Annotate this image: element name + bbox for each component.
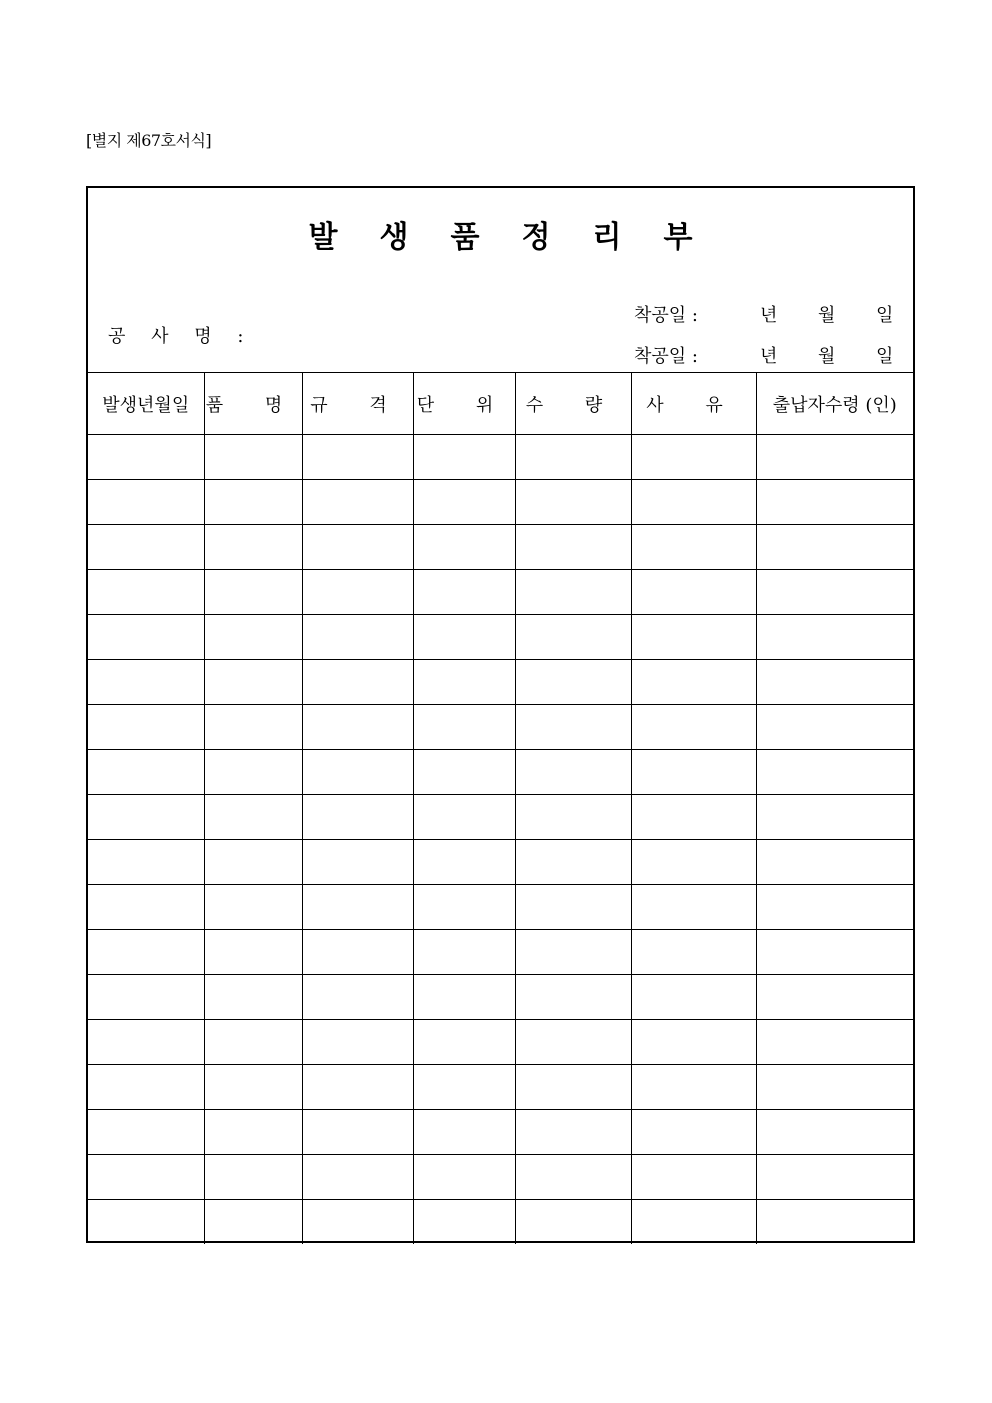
column-header-item-name: 품 명 xyxy=(204,373,302,435)
table-cell[interactable] xyxy=(515,1155,631,1200)
table-cell[interactable] xyxy=(204,840,302,885)
table-cell[interactable] xyxy=(413,750,515,795)
table-cell[interactable] xyxy=(756,1065,913,1110)
table-cell[interactable] xyxy=(631,1200,756,1245)
table-row xyxy=(88,1020,913,1065)
table-cell[interactable] xyxy=(204,1020,302,1065)
table-row xyxy=(88,750,913,795)
table-cell[interactable] xyxy=(413,975,515,1020)
table-cell[interactable] xyxy=(204,1200,302,1245)
table-cell[interactable] xyxy=(413,480,515,525)
table-cell[interactable] xyxy=(204,885,302,930)
table-cell[interactable] xyxy=(413,1065,515,1110)
day-label: 일 xyxy=(876,346,894,367)
table-cell[interactable] xyxy=(204,1110,302,1155)
table-row xyxy=(88,705,913,750)
day-label: 일 xyxy=(876,305,894,326)
table-cell[interactable] xyxy=(302,1020,413,1065)
table-cell[interactable] xyxy=(88,480,204,525)
table-cell[interactable] xyxy=(413,795,515,840)
table-cell[interactable] xyxy=(631,975,756,1020)
table-cell[interactable] xyxy=(413,1110,515,1155)
table-cell[interactable] xyxy=(631,480,756,525)
start-date-row-1 xyxy=(634,301,893,327)
form-header xyxy=(88,188,913,372)
table-cell[interactable] xyxy=(302,750,413,795)
table-cell[interactable] xyxy=(756,435,913,480)
table-row xyxy=(88,930,913,975)
year-label: 년 xyxy=(760,305,778,326)
table-cell[interactable] xyxy=(204,795,302,840)
table-cell[interactable] xyxy=(88,525,204,570)
table-cell[interactable] xyxy=(204,1155,302,1200)
start-date-label: 착공일 : xyxy=(634,305,698,326)
table-cell[interactable] xyxy=(515,1065,631,1110)
table-cell[interactable] xyxy=(88,435,204,480)
table-cell[interactable] xyxy=(204,660,302,705)
table-cell[interactable] xyxy=(204,480,302,525)
table-row xyxy=(88,795,913,840)
table-row xyxy=(88,885,913,930)
table-cell[interactable] xyxy=(88,750,204,795)
table-cell[interactable] xyxy=(756,1110,913,1155)
table-cell[interactable] xyxy=(631,435,756,480)
table-cell[interactable] xyxy=(413,435,515,480)
column-header-spec: 규 격 xyxy=(302,373,413,435)
table-cell[interactable] xyxy=(204,1065,302,1110)
table-cell[interactable] xyxy=(631,1020,756,1065)
table-cell[interactable] xyxy=(302,795,413,840)
table-cell[interactable] xyxy=(515,435,631,480)
table-cell[interactable] xyxy=(756,1020,913,1065)
table-cell[interactable] xyxy=(413,1200,515,1245)
table-cell[interactable] xyxy=(631,930,756,975)
table-cell[interactable] xyxy=(302,480,413,525)
table-cell[interactable] xyxy=(302,435,413,480)
table-cell[interactable] xyxy=(515,885,631,930)
table-cell[interactable] xyxy=(204,615,302,660)
table-cell[interactable] xyxy=(302,1110,413,1155)
table-header-row xyxy=(88,373,913,435)
table-row xyxy=(88,480,913,525)
column-header-quantity: 수 량 xyxy=(515,373,631,435)
table-cell[interactable] xyxy=(756,840,913,885)
table-cell[interactable] xyxy=(413,660,515,705)
table-cell[interactable] xyxy=(515,660,631,705)
table-cell[interactable] xyxy=(631,525,756,570)
document-title: 발생품정리부 xyxy=(308,220,735,255)
table-cell[interactable] xyxy=(756,795,913,840)
table-cell[interactable] xyxy=(515,615,631,660)
table-cell[interactable] xyxy=(756,1155,913,1200)
table-cell[interactable] xyxy=(413,930,515,975)
form-box xyxy=(86,186,915,1243)
table-cell[interactable] xyxy=(756,525,913,570)
table-cell[interactable] xyxy=(756,480,913,525)
table-cell[interactable] xyxy=(88,1110,204,1155)
table-cell[interactable] xyxy=(756,1200,913,1245)
form-reference: [별지 제67호서식] xyxy=(86,131,212,150)
table-cell[interactable] xyxy=(756,885,913,930)
table-cell[interactable] xyxy=(631,795,756,840)
table-cell[interactable] xyxy=(515,570,631,615)
table-cell[interactable] xyxy=(756,750,913,795)
table-cell[interactable] xyxy=(413,885,515,930)
table-cell[interactable] xyxy=(413,615,515,660)
table-cell[interactable] xyxy=(88,1200,204,1245)
table-cell[interactable] xyxy=(756,615,913,660)
table-cell[interactable] xyxy=(204,705,302,750)
start-date-row-2 xyxy=(634,342,893,368)
table-cell[interactable] xyxy=(88,795,204,840)
table-row xyxy=(88,435,913,480)
table-cell[interactable] xyxy=(515,930,631,975)
year-label: 년 xyxy=(760,346,778,367)
table-cell[interactable] xyxy=(204,930,302,975)
table-row xyxy=(88,1065,913,1110)
table-cell[interactable] xyxy=(756,660,913,705)
record-table xyxy=(88,372,913,1244)
table-cell[interactable] xyxy=(756,705,913,750)
table-row xyxy=(88,615,913,660)
table-cell[interactable] xyxy=(515,750,631,795)
table-cell[interactable] xyxy=(88,660,204,705)
table-cell[interactable] xyxy=(302,525,413,570)
table-cell[interactable] xyxy=(515,1020,631,1065)
table-cell[interactable] xyxy=(204,570,302,615)
table-cell[interactable] xyxy=(204,525,302,570)
table-cell[interactable] xyxy=(302,930,413,975)
table-cell[interactable] xyxy=(756,570,913,615)
table-cell[interactable] xyxy=(413,570,515,615)
table-cell[interactable] xyxy=(515,1200,631,1245)
table-row xyxy=(88,1110,913,1155)
table-cell[interactable] xyxy=(88,615,204,660)
table-cell[interactable] xyxy=(302,885,413,930)
table-cell[interactable] xyxy=(631,705,756,750)
table-body xyxy=(88,435,913,1245)
table-cell[interactable] xyxy=(204,435,302,480)
table-cell[interactable] xyxy=(88,1065,204,1110)
column-header-unit: 단 위 xyxy=(413,373,515,435)
table-cell[interactable] xyxy=(88,705,204,750)
table-row xyxy=(88,1200,913,1245)
table-cell[interactable] xyxy=(756,930,913,975)
table-cell[interactable] xyxy=(88,885,204,930)
table-cell[interactable] xyxy=(88,1020,204,1065)
column-header-reason: 사 유 xyxy=(631,373,756,435)
month-label: 월 xyxy=(818,346,836,367)
table-cell[interactable] xyxy=(204,975,302,1020)
table-cell[interactable] xyxy=(413,1155,515,1200)
table-cell[interactable] xyxy=(515,840,631,885)
table-cell[interactable] xyxy=(631,660,756,705)
table-cell[interactable] xyxy=(631,750,756,795)
table-cell[interactable] xyxy=(302,975,413,1020)
table-cell[interactable] xyxy=(756,975,913,1020)
table-cell[interactable] xyxy=(413,840,515,885)
table-cell[interactable] xyxy=(515,705,631,750)
table-row xyxy=(88,975,913,1020)
table-cell[interactable] xyxy=(413,705,515,750)
table-cell[interactable] xyxy=(88,840,204,885)
table-cell[interactable] xyxy=(302,705,413,750)
project-name-label: 공 사 명 : xyxy=(108,326,254,347)
table-row xyxy=(88,570,913,615)
column-header-receiver-seal: 출납자수령 (인) xyxy=(756,373,913,435)
table-cell[interactable] xyxy=(631,885,756,930)
table-cell[interactable] xyxy=(413,525,515,570)
table-cell[interactable] xyxy=(302,1200,413,1245)
table-row xyxy=(88,525,913,570)
table-cell[interactable] xyxy=(515,480,631,525)
table-cell[interactable] xyxy=(413,1020,515,1065)
table-row xyxy=(88,660,913,705)
table-cell[interactable] xyxy=(302,660,413,705)
column-header-date: 발생년월일 xyxy=(88,373,204,435)
month-label: 월 xyxy=(818,305,836,326)
table-cell[interactable] xyxy=(631,615,756,660)
table-cell[interactable] xyxy=(631,1155,756,1200)
table-row xyxy=(88,840,913,885)
table-cell[interactable] xyxy=(88,570,204,615)
table-cell[interactable] xyxy=(631,1110,756,1155)
start-date-label: 착공일 : xyxy=(634,346,698,367)
table-cell[interactable] xyxy=(515,975,631,1020)
table-cell[interactable] xyxy=(302,1065,413,1110)
table-cell[interactable] xyxy=(302,1155,413,1200)
table-cell[interactable] xyxy=(515,795,631,840)
table-cell[interactable] xyxy=(88,1155,204,1200)
table-cell[interactable] xyxy=(204,750,302,795)
table-cell[interactable] xyxy=(88,975,204,1020)
table-cell[interactable] xyxy=(302,840,413,885)
table-cell[interactable] xyxy=(631,570,756,615)
table-cell[interactable] xyxy=(515,1110,631,1155)
table-cell[interactable] xyxy=(302,570,413,615)
table-cell[interactable] xyxy=(631,1065,756,1110)
table-row xyxy=(88,1155,913,1200)
table-cell[interactable] xyxy=(88,930,204,975)
table-cell[interactable] xyxy=(631,840,756,885)
table-cell[interactable] xyxy=(515,525,631,570)
table-cell[interactable] xyxy=(302,615,413,660)
